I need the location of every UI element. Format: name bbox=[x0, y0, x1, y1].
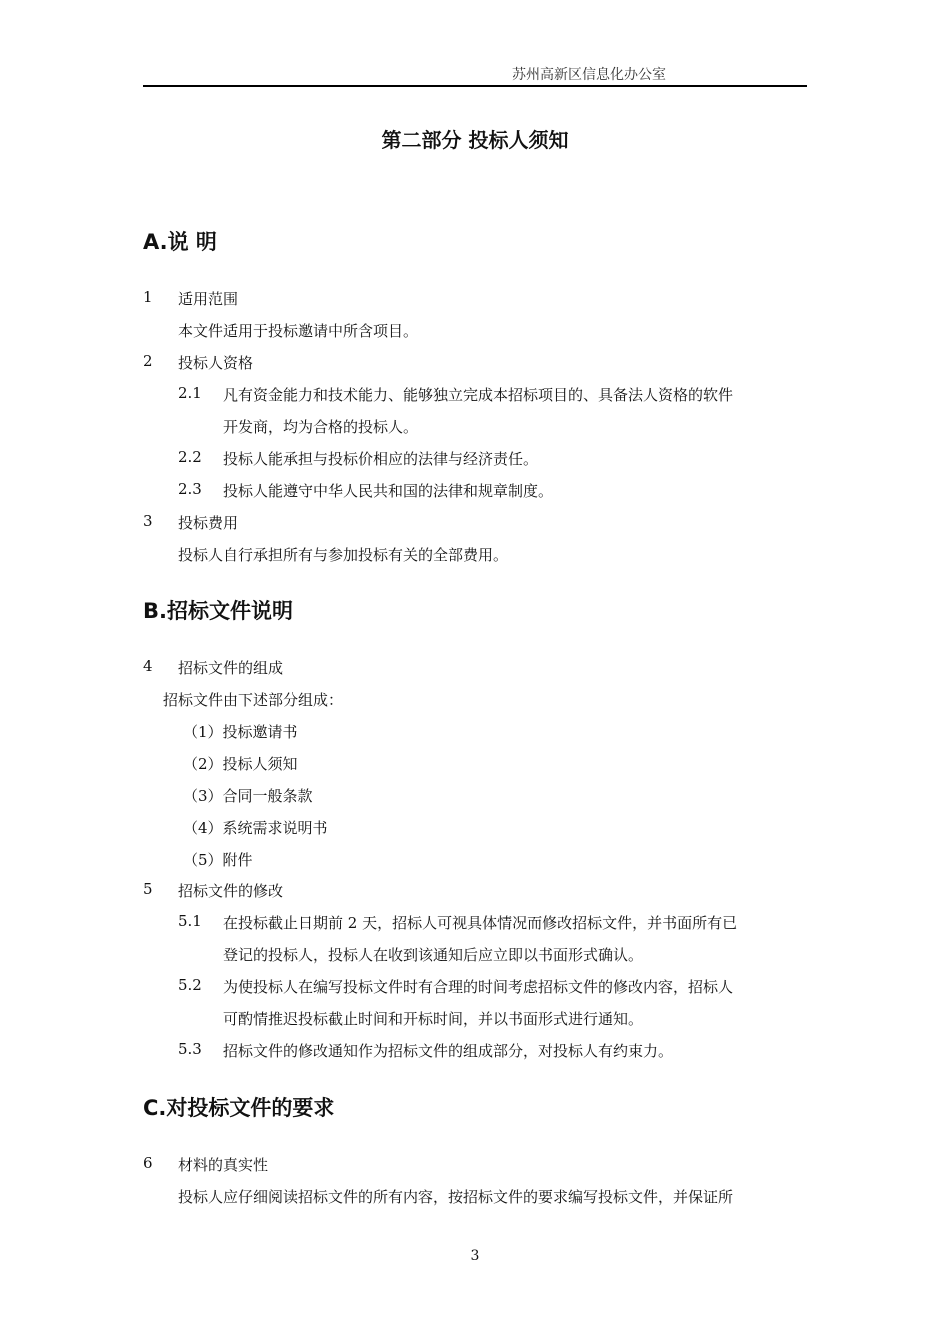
item-5-num: 5 bbox=[143, 880, 153, 898]
page-number: 3 bbox=[470, 1248, 480, 1264]
item-6-num: 6 bbox=[143, 1154, 153, 1172]
page-title: 第二部分 投标人须知 bbox=[381, 128, 569, 152]
part-4: （4）系统需求说明书 bbox=[183, 819, 328, 837]
section-a-heading: A.说 明 bbox=[143, 230, 217, 254]
sub-2-3-num: 2.3 bbox=[178, 480, 202, 498]
item-3-num: 3 bbox=[143, 512, 153, 530]
sub-5-2-line1: 为使投标人在编写投标文件时有合理的时间考虑招标文件的修改内容，招标人 bbox=[223, 978, 734, 996]
sub-5-1-line1: 在投标截止日期前 2 天，招标人可视具体情况而修改招标文件，并书面所有已 bbox=[223, 914, 738, 932]
sub-5-3-text: 招标文件的修改通知作为招标文件的组成部分，对投标人有约束力。 bbox=[223, 1042, 674, 1060]
sub-2-1-line2: 开发商，均为合格的投标人。 bbox=[223, 418, 419, 436]
item-2-num: 2 bbox=[143, 352, 153, 370]
item-4-label: 招标文件的组成 bbox=[178, 659, 284, 677]
section-b-heading: B.招标文件说明 bbox=[143, 599, 293, 623]
sub-5-2-num: 5.2 bbox=[178, 976, 202, 994]
part-2: （2）投标人须知 bbox=[183, 755, 298, 773]
item-4-intro: 招标文件由下述部分组成： bbox=[163, 691, 344, 709]
item-1-num: 1 bbox=[143, 288, 153, 306]
item-4-num: 4 bbox=[143, 657, 153, 675]
part-3: （3）合同一般条款 bbox=[183, 787, 313, 805]
part-5: （5）附件 bbox=[183, 851, 253, 869]
item-1-label: 适用范围 bbox=[178, 290, 239, 308]
sub-2-2-num: 2.2 bbox=[178, 448, 202, 466]
sub-5-1-line2: 登记的投标人，投标人在收到该通知后应立即以书面形式确认。 bbox=[223, 946, 644, 964]
item-6-label: 材料的真实性 bbox=[178, 1156, 269, 1174]
sub-2-3-text: 投标人能遵守中华人民共和国的法律和规章制度。 bbox=[223, 482, 554, 500]
sub-5-2-line2: 可酌情推迟投标截止时间和开标时间，并以书面形式进行通知。 bbox=[223, 1010, 644, 1028]
section-c-heading: C.对投标文件的要求 bbox=[143, 1096, 335, 1120]
item-3-label: 投标费用 bbox=[178, 514, 239, 532]
sub-2-1-num: 2.1 bbox=[178, 384, 202, 402]
header-office: 苏州高新区信息化办公室 bbox=[512, 67, 666, 83]
item-2-label: 投标人资格 bbox=[178, 354, 254, 372]
item-3-text: 投标人自行承担所有与参加投标有关的全部费用。 bbox=[178, 546, 509, 564]
item-5-label: 招标文件的修改 bbox=[178, 882, 284, 900]
item-6-text: 投标人应仔细阅读招标文件的所有内容，按招标文件的要求编写投标文件，并保证所 bbox=[178, 1188, 734, 1206]
sub-5-1-num: 5.1 bbox=[178, 912, 202, 930]
sub-2-1-line1: 凡有资金能力和技术能力、能够独立完成本招标项目的、具备法人资格的软件 bbox=[223, 386, 734, 404]
sub-2-2-text: 投标人能承担与投标价相应的法律与经济责任。 bbox=[223, 450, 539, 468]
part-1: （1）投标邀请书 bbox=[183, 723, 298, 741]
item-1-text: 本文件适用于投标邀请中所含项目。 bbox=[178, 322, 419, 340]
header-rule bbox=[143, 85, 807, 87]
sub-5-3-num: 5.3 bbox=[178, 1040, 202, 1058]
